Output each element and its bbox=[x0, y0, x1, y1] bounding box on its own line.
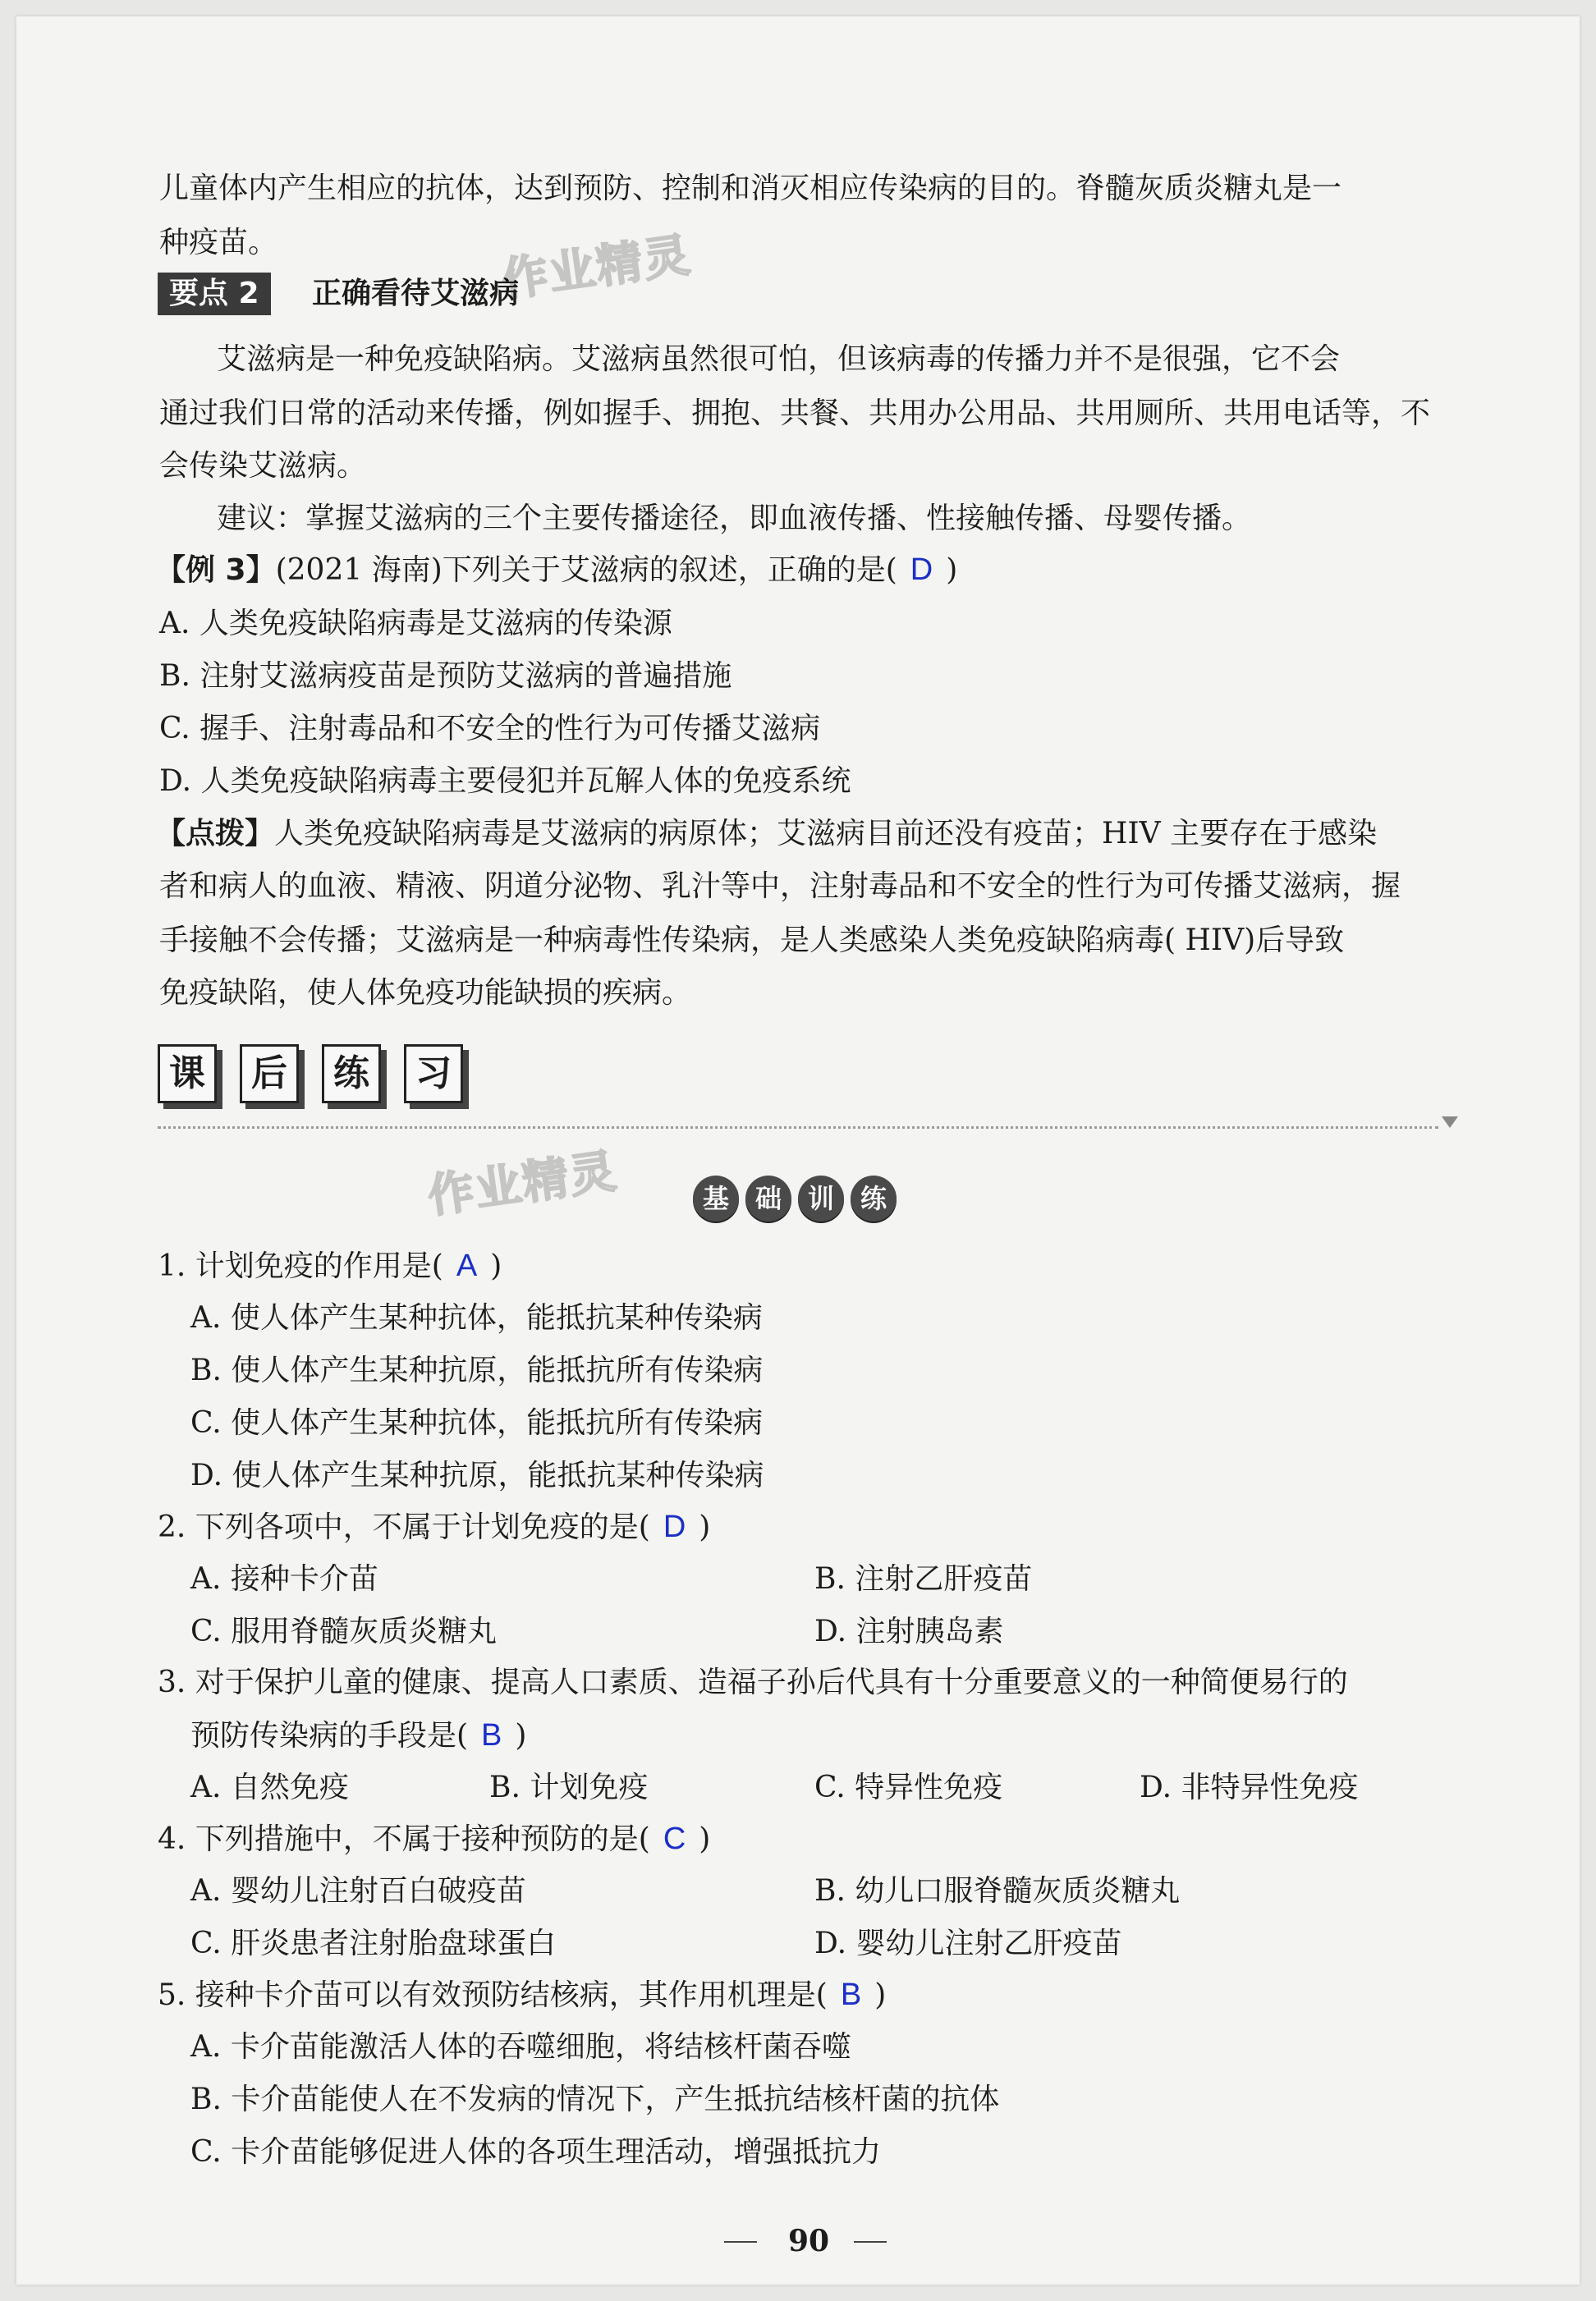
paren-close: ) bbox=[699, 1822, 711, 1856]
watermark: 作业精灵 bbox=[498, 228, 695, 308]
tip-line: 者和病人的血液、精液、阴道分泌物、乳汁等中，注射毒品和不安全的性行为可传播艾滋病，握 bbox=[159, 869, 1401, 903]
paren-close: ) bbox=[515, 1719, 527, 1753]
question-option: C. 特异性免疫 bbox=[814, 1771, 1003, 1804]
divider-arrow-icon bbox=[1442, 1116, 1458, 1128]
section-divider bbox=[158, 1126, 1438, 1129]
page-number-dash bbox=[854, 2241, 887, 2243]
tip-line: 手接触不会传播；艾滋病是一种病毒性传染病，是人类感染人类免疫缺陷病毒( HIV)后导致 bbox=[159, 924, 1345, 957]
question-stem bbox=[158, 1512, 710, 1542]
question-option: A. 婴幼儿注射百白破疫苗 bbox=[190, 1874, 526, 1908]
section-title-char: 后 bbox=[240, 1044, 299, 1103]
question-text: 预防传染病的手段是( bbox=[190, 1719, 469, 1753]
example-option: D. 人类免疫缺陷病毒主要侵犯并瓦解人体的免疫系统 bbox=[159, 764, 851, 798]
question-option: C. 肝炎患者注射胎盘球蛋白 bbox=[190, 1927, 557, 1960]
question-stem bbox=[158, 1980, 886, 2010]
page-number-dash bbox=[724, 2241, 757, 2243]
question-option: A. 卡介苗能激活人体的吞噬细胞，将结核杆菌吞噬 bbox=[190, 2030, 851, 2064]
question-option: A. 接种卡介苗 bbox=[190, 1562, 378, 1596]
keypoint-title: 正确看待艾滋病 bbox=[312, 277, 520, 310]
question-stem bbox=[158, 1824, 710, 1854]
example-question: 下列关于艾滋病的叙述，正确的是( bbox=[442, 553, 897, 587]
answer-mark: B bbox=[481, 1718, 502, 1753]
paren-close: ) bbox=[874, 1978, 887, 2012]
section-title-char: 课 bbox=[158, 1044, 217, 1103]
question-text: 5. 接种卡介苗可以有效预防结核病，其作用机理是( bbox=[158, 1978, 828, 2012]
subsection-title-char: 训 bbox=[798, 1176, 844, 1222]
section-title-char: 练 bbox=[322, 1044, 381, 1103]
question-option: C. 使人体产生某种抗体，能抵抗所有传染病 bbox=[190, 1406, 764, 1440]
question-option: C. 服用脊髓灰质炎糖丸 bbox=[190, 1615, 498, 1648]
section-title-char: 习 bbox=[404, 1044, 463, 1103]
subsection-title-char: 练 bbox=[851, 1176, 897, 1222]
keypoint-badge: 要点 2 bbox=[158, 273, 271, 315]
question-option: B. 计划免疫 bbox=[489, 1771, 649, 1804]
tip-line: 免疫缺陷，使人体免疫功能缺损的疾病。 bbox=[159, 976, 692, 1010]
paren-close: ) bbox=[490, 1249, 502, 1283]
example-3-stem bbox=[156, 552, 958, 587]
example-option: C. 握手、注射毒品和不安全的性行为可传播艾滋病 bbox=[159, 712, 821, 745]
document-page bbox=[16, 16, 1580, 2285]
question-option: D. 注射胰岛素 bbox=[814, 1615, 1004, 1648]
question-text: 1. 计划免疫的作用是( bbox=[158, 1249, 443, 1283]
example-source: (2021 海南) bbox=[275, 553, 443, 587]
intro-line-1: 儿童体内产生相应的抗体，达到预防、控制和消灭相应传染病的目的。脊髓灰质炎糖丸是一 bbox=[159, 172, 1342, 205]
subsection-title-char: 基 bbox=[693, 1176, 739, 1222]
example-option: B. 注射艾滋病疫苗是预防艾滋病的普遍措施 bbox=[159, 659, 732, 693]
example-option: A. 人类免疫缺陷病毒是艾滋病的传染源 bbox=[159, 607, 672, 640]
paren-close: ) bbox=[699, 1510, 711, 1544]
question-option: B. 使人体产生某种抗原，能抵抗所有传染病 bbox=[190, 1354, 764, 1387]
watermark: 作业精灵 bbox=[424, 1144, 621, 1224]
question-stem: 3. 对于保护儿童的健康、提高人口素质、造福子孙后代具有十分重要意义的一种简便易行的 bbox=[158, 1666, 1348, 1699]
question-option: B. 卡介苗能使人在不发病的情况下，产生抵抗结核杆菌的抗体 bbox=[190, 2083, 1000, 2116]
example-tag: 【例 3】 bbox=[156, 553, 276, 587]
paren-close: ) bbox=[946, 553, 958, 587]
tip-text: 人类免疫缺陷病毒是艾滋病的病原体；艾滋病目前还没有疫苗；HIV 主要存在于感染 bbox=[274, 817, 1378, 850]
keypoint-paragraph-line: 通过我们日常的活动来传播，例如握手、拥抱、共餐、共用办公用品、共用厕所、共用电话等，不 bbox=[159, 396, 1431, 430]
intro-line-2: 种疫苗。 bbox=[159, 226, 278, 259]
question-option: B. 注射乙肝疫苗 bbox=[814, 1562, 1033, 1596]
question-option: D. 使人体产生某种抗原，能抵抗某种传染病 bbox=[190, 1459, 764, 1492]
answer-mark: D bbox=[663, 1510, 686, 1544]
keypoint-paragraph-line: 艾滋病是一种免疫缺陷病。艾滋病虽然很可怕，但该病毒的传播力并不是很强，它不会 bbox=[217, 342, 1341, 376]
question-stem bbox=[158, 1251, 502, 1281]
tip-line bbox=[156, 819, 1377, 849]
question-option: D. 婴幼儿注射乙肝疫苗 bbox=[814, 1927, 1122, 1960]
question-option: B. 幼儿口服脊髓灰质炎糖丸 bbox=[814, 1874, 1181, 1908]
answer-mark: C bbox=[663, 1822, 686, 1856]
keypoint-suggestion: 建议：掌握艾滋病的三个主要传播途径，即血液传播、性接触传播、母婴传播。 bbox=[217, 502, 1252, 535]
answer-mark: A bbox=[456, 1249, 478, 1283]
question-option: A. 自然免疫 bbox=[190, 1771, 349, 1804]
subsection-title-char: 础 bbox=[745, 1176, 791, 1222]
question-option: A. 使人体产生某种抗体，能抵抗某种传染病 bbox=[190, 1301, 763, 1335]
tip-tag: 【点拨】 bbox=[156, 817, 275, 850]
question-option: C. 卡介苗能够促进人体的各项生理活动，增强抵抗力 bbox=[190, 2135, 882, 2169]
question-text: 2. 下列各项中，不属于计划免疫的是( bbox=[158, 1510, 650, 1544]
answer-mark: D bbox=[910, 552, 933, 587]
keypoint-paragraph-line: 会传染艾滋病。 bbox=[159, 449, 367, 483]
question-text: 4. 下列措施中，不属于接种预防的是( bbox=[158, 1822, 650, 1856]
page-number: 90 bbox=[788, 2224, 830, 2258]
question-stem-continued bbox=[190, 1718, 527, 1753]
answer-mark: B bbox=[840, 1978, 862, 2012]
question-option: D. 非特异性免疫 bbox=[1140, 1771, 1359, 1804]
